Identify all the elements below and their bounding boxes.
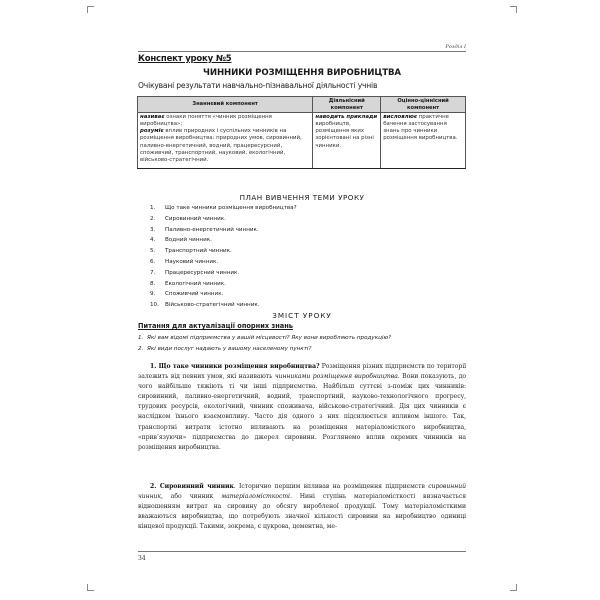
running-head: Розділ І xyxy=(138,44,466,52)
keyword: називає xyxy=(140,114,165,121)
plan-list xyxy=(138,203,297,311)
item-number: 1. xyxy=(138,335,144,341)
term: сировинний чинник xyxy=(138,483,466,501)
cell-value xyxy=(381,113,466,169)
keyword: наводить приклади xyxy=(315,114,378,121)
term: чинниками розміщення виробництва xyxy=(274,373,398,381)
paragraph-1 xyxy=(138,362,466,453)
table-row xyxy=(138,113,466,169)
paragraph-heading: 1. Що таке чинники розміщення виробництва? xyxy=(150,363,320,370)
item-number: 1. xyxy=(150,205,156,211)
header-value: Оцінно-ціннісний компонент xyxy=(381,97,466,113)
cell-knowledge xyxy=(138,113,313,169)
list-item xyxy=(138,289,297,300)
item-text: Паливно-енергетичний чинник. xyxy=(165,226,259,233)
paragraph-text: , або чинник xyxy=(161,493,222,501)
cell-activity xyxy=(313,113,381,169)
item-number: 8. xyxy=(150,280,156,287)
item-text: Транспортний чинник. xyxy=(165,248,232,255)
paragraph-heading: 2. Сировинний чинник xyxy=(150,483,234,490)
item-text: Екологічний чинник. xyxy=(165,280,226,287)
item-number: 4. xyxy=(150,237,156,244)
item-number: 2. xyxy=(150,215,156,222)
keyword: розуміє xyxy=(140,128,164,135)
questions-list xyxy=(138,333,391,354)
term: матеріаломісткості xyxy=(221,493,290,501)
list-item xyxy=(138,344,391,355)
item-number: 10. xyxy=(150,302,159,309)
table-header-row xyxy=(138,97,466,113)
item-text: Працересурсний чинник. xyxy=(165,269,240,276)
list-item xyxy=(138,214,297,225)
list-item xyxy=(138,235,297,246)
list-item xyxy=(138,333,391,344)
item-text: Які вам відомі підприємства у вашій місцевості? Яку вони виробляють продукцію? xyxy=(147,335,392,341)
cell-text: вплив природних і суспільних чинників на розміщення виробництва: природних умов, сировинний, паливно-енергетичний, водний, працересурсний, споживчий, транспортний, науковий, екологічний, військово-стратегічний. xyxy=(140,128,302,163)
list-item xyxy=(138,279,297,290)
paragraph-text: . Вони показують, до чого найбільше тяжіють ті чи інші підприємства. Найбільш суттєві з-поміж цих чинників: сировинний, паливно-енергетичний, водний, транспортний, науково-технологічного прогресу, трудових ресурсів, екологічний, чинник споживача, військово-стратегічний. Дія цих чинників є наслідком їхнього взаємовпливу. Часто дія одного з них підсилюється впливом іншого. Так, транспортні витрати істотно впливають на розміщення матеріаломісткого виробництва, «прив’язуючи» підприємства до джерел сировини. Розглянемо вплив окремих чинників на розміщення виробництва. xyxy=(138,373,467,451)
page-number: 34 xyxy=(138,555,146,562)
item-text: Що таке чинники розміщення виробництва? xyxy=(165,205,297,211)
list-item xyxy=(138,257,297,268)
header-activity: Діяльнісний компонент xyxy=(313,97,381,113)
list-item xyxy=(138,268,297,279)
item-text: Водний чинник. xyxy=(165,237,212,244)
list-item xyxy=(138,203,297,214)
list-item xyxy=(138,246,297,257)
item-number: 9. xyxy=(150,291,156,298)
item-text: Науковий чинник. xyxy=(165,258,219,265)
cell-text: виробництв, розміщення яких зорієнтовані на різні чинники. xyxy=(315,121,374,149)
header-knowledge: Знаннєвий компонент xyxy=(138,97,313,113)
content-title: ЗМІСТ УРОКУ xyxy=(272,311,332,320)
item-number: 3. xyxy=(150,226,156,233)
lesson-title: ЧИННИКИ РОЗМІЩЕННЯ ВИРОБНИЦТВА xyxy=(203,68,401,78)
crop-mark-top-right xyxy=(510,6,517,13)
keyword: висловлює xyxy=(383,114,418,121)
paragraph-text: Розміщення різних підприємств по території залежить від певних умов, які називають xyxy=(138,363,467,381)
crop-mark-top-left xyxy=(87,6,94,13)
crop-mark-bottom-right xyxy=(510,584,517,591)
item-number: 7. xyxy=(150,269,156,276)
item-number: 6. xyxy=(150,258,156,265)
item-text: Які види послуг надають у вашому населеному пункті? xyxy=(147,345,312,352)
list-item xyxy=(138,225,297,236)
paragraph-text: . Історично першим впливав на розміщення підприємств xyxy=(233,483,429,490)
item-number: 5. xyxy=(150,248,156,255)
expected-results-title: Очікувані результати навчально-пізнавальної діяльності учнів xyxy=(138,81,378,90)
footer-rule xyxy=(138,551,466,552)
plan-title: ПЛАН ВИВЧЕННЯ ТЕМИ УРОКУ xyxy=(239,193,365,202)
expected-results-table xyxy=(137,96,466,169)
cell-text: практичне бачення застосування знань про чинники розміщення виробництва. xyxy=(383,114,458,142)
questions-title: Питання для актуалізації опорних знань xyxy=(138,322,293,330)
paragraph-text: . Нині ступінь матеріаломісткості визначається відношенням витрат на сировину до обсягу виробленої продукції. Тому матеріаломісткими вважаються виробництва, що потребують значної кількості сировини на виробництво одиниці кінцевої продукції. Такими, зокрема, є цукрова, цементна, ме- xyxy=(138,493,466,531)
lesson-label: Конспект уроку №5 xyxy=(138,54,232,64)
item-text: Сировинний чинник. xyxy=(165,215,226,222)
item-text: Військово-стратегічний чинник. xyxy=(165,302,260,309)
list-item xyxy=(138,300,297,311)
crop-mark-bottom-left xyxy=(87,584,94,591)
cell-text: ознаки поняття «чинник розміщення виробництва»; xyxy=(140,114,272,128)
paragraph-2 xyxy=(138,482,466,532)
item-number: 2. xyxy=(138,345,144,352)
item-text: Споживчий чинник. xyxy=(165,291,224,298)
